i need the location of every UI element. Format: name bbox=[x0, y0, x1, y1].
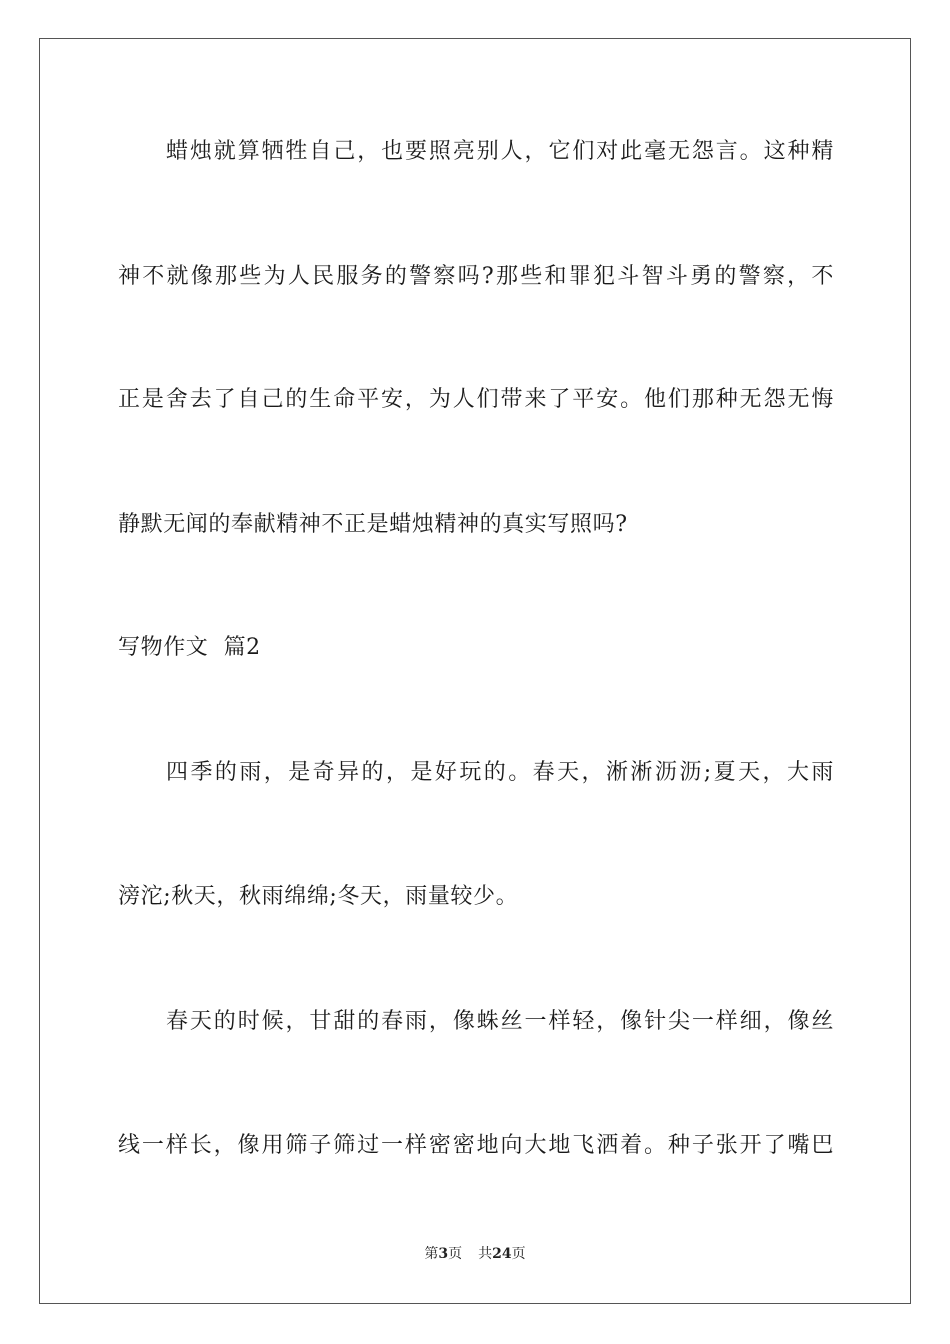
paragraph-3-line-2: 线一样长，像用筛子筛过一样密密地向大地飞洒着。种子张开了嘴巴 bbox=[118, 1133, 834, 1158]
paragraph-1-line-1: 蜡烛就算牺牲自己，也要照亮别人，它们对此毫无怨言。这种精 bbox=[166, 139, 834, 164]
page-suffix: 页 bbox=[448, 1246, 463, 1262]
section-heading: 写物作文 篇2 bbox=[118, 635, 261, 660]
total-prefix: 共 bbox=[478, 1246, 493, 1262]
paragraph-2-line-1: 四季的雨，是奇异的，是好玩的。春天，淅淅沥沥;夏天，大雨 bbox=[166, 760, 834, 785]
total-suffix: 页 bbox=[511, 1246, 526, 1262]
paragraph-1-line-4: 静默无闻的奉献精神不正是蜡烛精神的真实写照吗? bbox=[118, 512, 628, 537]
page-prefix: 第 bbox=[424, 1246, 439, 1262]
paragraph-3-line-1: 春天的时候，甘甜的春雨，像蛛丝一样轻，像针尖一样细，像丝 bbox=[166, 1009, 834, 1034]
paragraph-2-line-2: 滂沱;秋天，秋雨绵绵;冬天，雨量较少。 bbox=[118, 884, 519, 909]
page-footer bbox=[0, 1244, 950, 1264]
paragraph-1-line-3: 正是舍去了自己的生命平安，为人们带来了平安。他们那种无怨无悔 bbox=[118, 387, 834, 412]
page-current-number: 3 bbox=[438, 1246, 449, 1262]
page-border bbox=[39, 38, 911, 1304]
paragraph-1-line-2: 神不就像那些为人民服务的警察吗?那些和罪犯斗智斗勇的警察，不 bbox=[118, 264, 834, 289]
page-total-number: 24 bbox=[492, 1246, 512, 1262]
